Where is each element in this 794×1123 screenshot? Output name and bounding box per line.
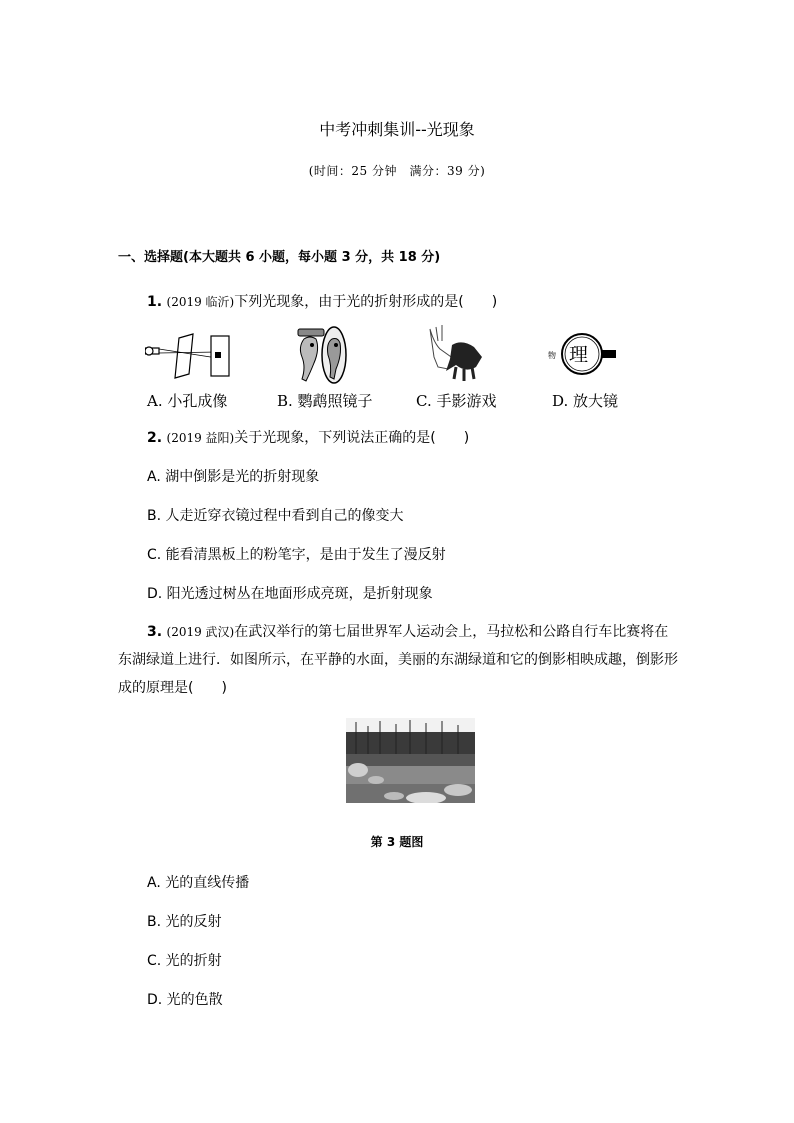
magnifier-image — [548, 330, 618, 380]
question-number: 2. — [147, 430, 163, 446]
magnifier-small-char: 物 — [548, 351, 556, 360]
question-source: (2019 益阳) — [166, 431, 235, 445]
option-label-b: B. 鹦鹉照镜子 — [277, 392, 373, 410]
page-title: 中考冲刺集训--光现象 — [319, 120, 475, 139]
question-number: 3. — [147, 624, 163, 640]
q2-option-d: D. 阳光透过树丛在地面形成亮斑，是折射现象 — [147, 586, 433, 602]
question-3 — [118, 618, 678, 702]
q3-option-c: C. 光的折射 — [147, 953, 222, 969]
question-stem: 在武汉举行的第七届世界军人运动会上，马拉松和公路自行车比赛将在东湖绿道上进行．如图所示，在平静的水面，美丽的东湖绿道和它的倒影相映成趣，倒影形成的原理是( ) — [118, 624, 678, 696]
magnifier-big-char: 理 — [569, 344, 589, 366]
question-source: (2019 临沂) — [166, 295, 235, 309]
parrot-mirror-image — [290, 325, 360, 385]
pinhole-image — [145, 330, 235, 380]
option-label-c: C. 手影游戏 — [416, 392, 497, 410]
q3-option-b: B. 光的反射 — [147, 914, 222, 930]
exam-info: (时间：25 分钟 满分：39 分) — [308, 164, 486, 178]
q2-option-a: A. 湖中倒影是光的折射现象 — [147, 469, 320, 485]
question-stem: 关于光现象，下列说法正确的是( ) — [234, 430, 470, 446]
question-1 — [147, 291, 497, 311]
q2-option-b: B. 人走近穿衣镜过程中看到自己的像变大 — [147, 508, 404, 524]
option-label-d: D. 放大镜 — [552, 392, 619, 410]
question-stem: 下列光现象，由于光的折射形成的是( ) — [234, 294, 498, 310]
question-number: 1. — [147, 294, 163, 310]
q3-option-d: D. 光的色散 — [147, 992, 223, 1008]
figure-caption: 第 3 题图 — [370, 835, 424, 849]
question-2 — [147, 427, 469, 447]
lake-photo — [346, 718, 475, 803]
section-heading: 一、选择题(本大题共 6 小题，每小题 3 分，共 18 分) — [118, 250, 441, 265]
q3-option-a: A. 光的直线传播 — [147, 875, 250, 891]
question-source: (2019 武汉) — [166, 625, 235, 639]
option-label-a: A. 小孔成像 — [147, 392, 228, 410]
q2-option-c: C. 能看清黑板上的粉笔字，是由于发生了漫反射 — [147, 547, 446, 563]
hand-shadow-image — [422, 325, 492, 385]
